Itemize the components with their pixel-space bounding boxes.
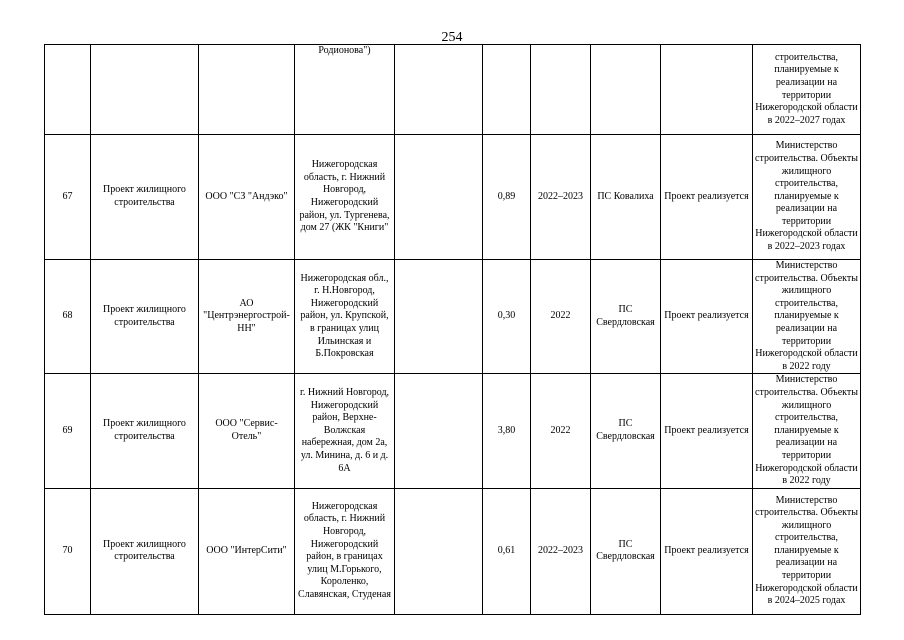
address-cell: г. Нижний Новгород, Нижегородский район, Верхне-Волжская набережная, дом 2а, ул. Минина, д. 6 и д. 6А [295, 374, 395, 488]
developer-cell: АО "Центрэнергострой-НН" [199, 260, 295, 374]
developer-cell: ООО "ИнтерСити" [199, 488, 295, 614]
row-number-cell [45, 45, 91, 135]
empty-cell [395, 488, 483, 614]
address-cell: Нижегородская область, г. Нижний Новгород, Нижегородский район, в границах улиц М.Горького, Короленко, Славянская, Студеная [295, 488, 395, 614]
substation-cell: ПС Ковалиха [591, 135, 661, 260]
source-cell: Министерство строительства. Объекты жилищного строительства, планируемые к реализации на территории Нижегородской области в 2022–2023 годах [753, 135, 861, 260]
status-cell: Проект реализуется [661, 135, 753, 260]
developer-cell: ООО "СЗ "Андэко" [199, 135, 295, 260]
row-number-cell: 68 [45, 260, 91, 374]
empty-cell [395, 135, 483, 260]
row-number-cell: 67 [45, 135, 91, 260]
projects-table [44, 44, 861, 615]
period-cell: 2022–2023 [531, 135, 591, 260]
empty-cell [395, 260, 483, 374]
area-cell [483, 45, 531, 135]
row-number-cell: 70 [45, 488, 91, 614]
developer-cell: ООО "Сервис-Отель" [199, 374, 295, 488]
period-cell: 2022 [531, 374, 591, 488]
period-cell [531, 45, 591, 135]
address-cell: Нижегородская обл., г. Н.Новгород, Нижегородский район, ул. Крупской, в границах улиц Ильинская и Б.Покровская [295, 260, 395, 374]
area-cell: 0,89 [483, 135, 531, 260]
address-cell: Нижегородская область, г. Нижний Новгород, Нижегородский район, ул. Тургенева, дом 27 (ЖК "Книги" [295, 135, 395, 260]
status-cell [661, 45, 753, 135]
substation-cell: ПС Свердловская [591, 488, 661, 614]
source-cell: Министерство строительства. Объекты жилищного строительства, планируемые к реализации на территории Нижегородской области в 2022 году [753, 260, 861, 374]
area-cell: 0,61 [483, 488, 531, 614]
empty-cell [395, 45, 483, 135]
area-cell: 0,30 [483, 260, 531, 374]
source-cell: Министерство строительства. Объекты жилищного строительства, планируемые к реализации на территории Нижегородской области в 2024–2025 годах [753, 488, 861, 614]
period-cell: 2022 [531, 260, 591, 374]
project-type-cell: Проект жилищного строительства [91, 374, 199, 488]
project-type-cell: Проект жилищного строительства [91, 135, 199, 260]
empty-cell [395, 374, 483, 488]
table-row [45, 260, 861, 374]
table-row [45, 45, 861, 135]
developer-cell [199, 45, 295, 135]
project-type-cell: Проект жилищного строительства [91, 488, 199, 614]
address-cell: Родионова") [295, 45, 395, 135]
row-number-cell: 69 [45, 374, 91, 488]
table-row [45, 135, 861, 260]
table-row [45, 374, 861, 488]
period-cell: 2022–2023 [531, 488, 591, 614]
status-cell: Проект реализуется [661, 374, 753, 488]
area-cell: 3,80 [483, 374, 531, 488]
substation-cell: ПС Свердловская [591, 374, 661, 488]
substation-cell [591, 45, 661, 135]
source-cell: строительства, планируемые к реализации на территории Нижегородской области в 2022–2027 годах [753, 45, 861, 135]
source-cell: Министерство строительства. Объекты жилищного строительства, планируемые к реализации на территории Нижегородской области в 2022 году [753, 374, 861, 488]
page-number: 254 [441, 30, 463, 45]
table-row [45, 488, 861, 614]
status-cell: Проект реализуется [661, 260, 753, 374]
project-type-cell [91, 45, 199, 135]
project-type-cell: Проект жилищного строительства [91, 260, 199, 374]
status-cell: Проект реализуется [661, 488, 753, 614]
substation-cell: ПС Свердловская [591, 260, 661, 374]
